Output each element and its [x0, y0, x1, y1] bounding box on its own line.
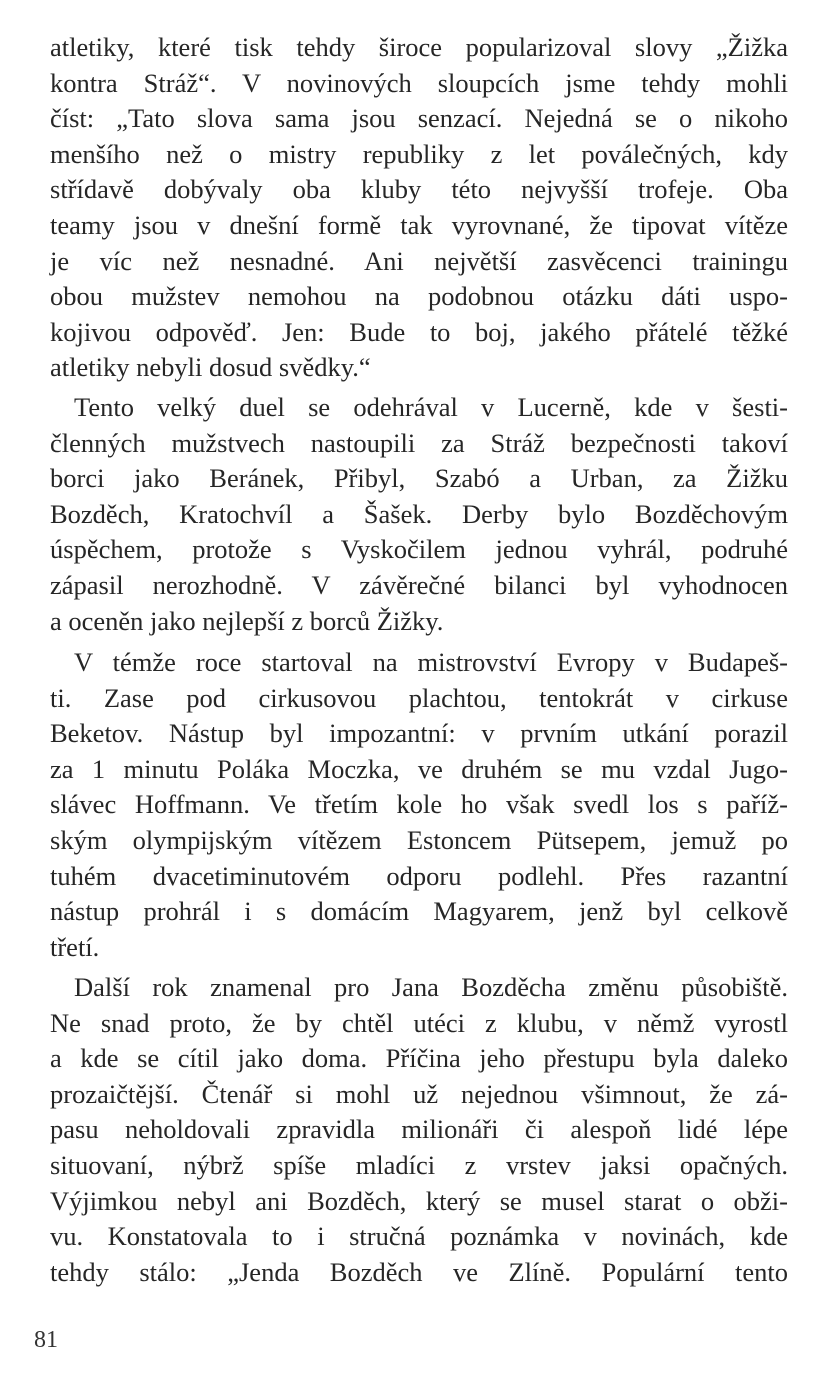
text-line: teamy jsou v dnešní formě tak vyrovnané, že tipovat vítěze [50, 209, 788, 240]
text-line: kojivou odpověď. Jen: Bude to boj, jakého přátelé těžké [50, 316, 788, 347]
text-line: prozaičtější. Čtenář si mohl už nejednou všimnout, že zá- [50, 1078, 788, 1109]
text-line: tehdy stálo: „Jenda Bozděch ve Zlíně. Populární tento [50, 1256, 788, 1287]
text-line: Beketov. Nástup byl impozantní: v prvním utkání porazil [50, 718, 788, 749]
text-line: V témže roce startoval na mistrovství Evropy v Budapeš- [74, 647, 788, 677]
text-line: třetí. [50, 931, 100, 962]
text-line: atletiky nebyli dosud svědky.“ [50, 352, 371, 383]
text-line: nástup prohrál i s domácím Magyarem, jenž byl celkově [50, 896, 788, 927]
paragraph-1 [50, 30, 788, 386]
text-line: Bozděch, Kratochvíl a Šašek. Derby bylo Bozděchovým [50, 498, 788, 529]
text-line: střídavě dobývaly oba kluby této nejvyšší trofeje. Oba [50, 174, 788, 205]
text-line: Výjimkou nebyl ani Bozděch, který se musel starat o obži- [50, 1185, 788, 1216]
page-number: 81 [34, 1327, 58, 1353]
text-line: Ne snad proto, že by chtěl utéci z klubu, v němž vyrostl [50, 1007, 788, 1038]
text-line: kontra Stráž“. V novinových sloupcích jsme tehdy mohli [50, 67, 788, 98]
paragraph-3 [50, 645, 788, 965]
text-line: menšího než o mistry republiky z let poválečných, kdy [50, 138, 788, 169]
paragraph-4 [50, 970, 788, 1290]
text-line: ti. Zase pod cirkusovou plachtou, tentokrát v cirkuse [50, 682, 788, 713]
text-line: úspěchem, protože s Vyskočilem jednou vyhrál, podruhé [50, 534, 788, 565]
text-line: obou mužstev nemohou na podobnou otázku dáti uspo- [50, 281, 788, 312]
text-line: Tento velký duel se odehrával v Lucerně, kde v šesti- [74, 392, 788, 422]
text-line: Další rok znamenal pro Jana Bozděcha změnu působiště. [74, 972, 788, 1002]
text-line: a oceněn jako nejlepší z borců Žižky. [50, 605, 444, 636]
text-line: borci jako Beránek, Přibyl, Szabó a Urban, za Žižku [50, 463, 788, 494]
text-line: za 1 minutu Poláka Moczka, ve druhém se mu vzdal Jugo- [50, 753, 788, 784]
text-line: vu. Konstatovala to i stručná poznámka v novinách, kde [50, 1221, 788, 1252]
text-line: je víc než nesnadné. Ani největší zasvěcenci trainingu [50, 245, 788, 276]
text-line: členných mužstvech nastoupili za Stráž bezpečnosti takoví [50, 427, 788, 458]
text-line: situovaní, nýbrž spíše mladíci z vrstev jaksi opačných. [50, 1149, 788, 1180]
text-line: číst: „Tato slova sama jsou senzací. Nejedná se o nikoho [50, 103, 788, 134]
text-line: a kde se cítil jako doma. Příčina jeho přestupu byla daleko [50, 1043, 788, 1074]
text-line: zápasil nerozhodně. V závěrečné bilanci byl vyhodnocen [50, 569, 788, 600]
text-line: tuhém dvacetiminutovém odporu podlehl. Přes razantní [50, 860, 788, 891]
paragraph-2 [50, 390, 788, 639]
text-line: atletiky, které tisk tehdy široce popularizoval slovy „Žižka [50, 32, 788, 62]
text-line: pasu neholdovali zpravidla milionáři či alespoň lidé lépe [50, 1114, 788, 1145]
text-line: slávec Hoffmann. Ve třetím kole ho však svedl los s paříž- [50, 789, 788, 820]
text-line: ským olympijským vítězem Estoncem Pütsepem, jemuž po [50, 824, 788, 855]
